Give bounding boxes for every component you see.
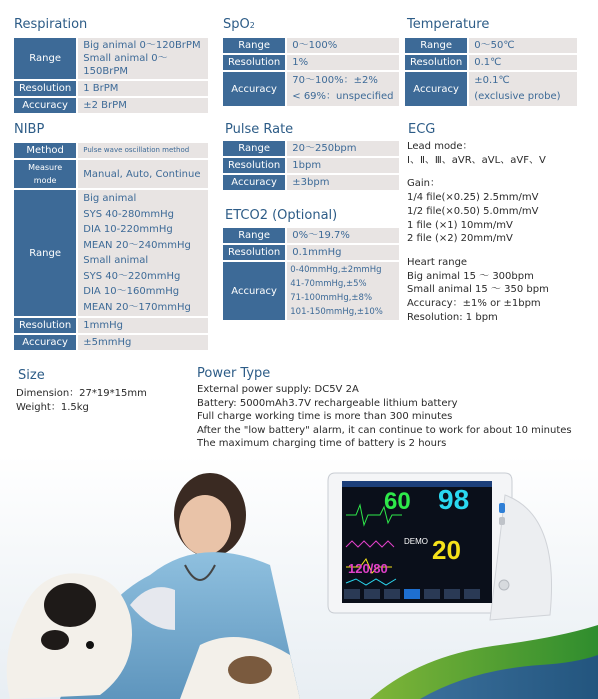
- temperature-resolution-value: 0.1℃: [469, 55, 577, 70]
- monitor-nibp-value: 120/80: [348, 561, 388, 576]
- ecg-line: 1/2 file(×0.50) 5.0mm/mV: [407, 205, 539, 217]
- power-line: Battery: 5000mAh3.7V rechargeable lithium battery: [197, 397, 458, 409]
- spo2-range-value: 0～100%: [287, 38, 399, 53]
- nibp-range-label: Range: [14, 190, 78, 316]
- ecg-line: Accuracy：±1% or ±1bpm: [407, 298, 541, 310]
- ecg-line: [407, 167, 549, 177]
- ecg-line: Big animal 15 ～ 300bpm: [407, 270, 534, 282]
- temperature-range-label: Range: [405, 38, 469, 53]
- temperature-table: [405, 36, 577, 108]
- monitor-demo-label: DEMO: [404, 537, 428, 546]
- power-line: Full charge working time is more than 300 minutes: [197, 411, 453, 422]
- temperature-accuracy-value: ±0.1℃ (exclusive probe): [469, 72, 577, 106]
- spo2-accuracy-value: 70～100%：±2% < 69%：unspecified: [287, 72, 399, 106]
- nibp-range-value: Big animal SYS 40-280mmHg DIA 10-220mmHg MEAN 20～240mmHg Small animal SYS 40～220mmHg DIA 10～160mmHg MEAN 20～170mmHg: [78, 190, 208, 316]
- spo2-resolution-label: Resolution: [223, 55, 287, 70]
- ecg-line: 1/4 file(×0.25) 2.5mm/mV: [407, 192, 539, 204]
- ecg-line: 2 file (×2) 20mm/mV: [407, 233, 513, 245]
- power-line: External power supply: DC5V 2A: [197, 384, 359, 395]
- monitor-resp-value: 20: [432, 535, 461, 565]
- temperature-accuracy-label: Accuracy: [405, 72, 469, 106]
- respiration-range-label: Range: [14, 38, 78, 79]
- pulse-rate-resolution-value: 1bpm: [287, 158, 399, 173]
- ecg-line: [407, 246, 549, 256]
- spo2-table: [223, 36, 399, 108]
- ecg-line: 1 file (×1) 10mm/mV: [407, 219, 513, 231]
- respiration-range-value: Big animal 0～120BrPM Small animal 0～150BrPM: [78, 38, 208, 79]
- respiration-accuracy-label: Accuracy: [14, 98, 78, 113]
- size-title: Size: [18, 368, 45, 383]
- respiration-resolution-value: 1 BrPM: [78, 81, 208, 96]
- power-line: After the "low battery" alarm, it can continue to work for about 10 minutes: [197, 424, 572, 436]
- monitor-hr-value: 60: [384, 488, 411, 515]
- pulse-rate-range-label: Range: [223, 141, 287, 156]
- nibp-resolution-value: 1mmHg: [78, 318, 208, 333]
- etco2-resolution-label: Resolution: [223, 245, 287, 260]
- nibp-table: [14, 141, 208, 352]
- etco2-range-label: Range: [223, 228, 287, 243]
- ecg-line: Ⅰ、Ⅱ、Ⅲ、aVR、aVL、aVF、V: [407, 154, 546, 166]
- etco2-range-value: 0%～19.7%: [287, 228, 399, 243]
- respiration-resolution-label: Resolution: [14, 81, 78, 96]
- nibp-accuracy-label: Accuracy: [14, 335, 78, 350]
- ecg-line: Small animal 15 ～ 350 bpm: [407, 284, 549, 296]
- nibp-resolution-label: Resolution: [14, 318, 78, 333]
- ecg-title: ECG: [408, 122, 436, 137]
- spo2-resolution-value: 1%: [287, 55, 399, 70]
- pulse-rate-accuracy-label: Accuracy: [223, 175, 287, 190]
- spo2-title: SpO2: [223, 17, 255, 32]
- spo2-accuracy-label: Accuracy: [223, 72, 287, 106]
- ecg-line: Resolution: 1 bpm: [407, 311, 498, 323]
- nibp-method-label: Method: [14, 143, 78, 158]
- size-dimension: Dimension：27*19*15mm: [16, 388, 147, 399]
- respiration-accuracy-value: ±2 BrPM: [78, 98, 208, 113]
- nibp-mode-label: Measure mode: [14, 160, 78, 188]
- monitor-spo2-value: 98: [438, 484, 470, 515]
- spo2-range-label: Range: [223, 38, 287, 53]
- nibp-title: NIBP: [14, 122, 45, 137]
- temperature-resolution-label: Resolution: [405, 55, 469, 70]
- ecg-line: Lead mode：: [407, 141, 473, 152]
- pulse-rate-accuracy-value: ±3bpm: [287, 175, 399, 190]
- temperature-range-value: 0～50℃: [469, 38, 577, 53]
- ecg-line: Heart range: [407, 256, 468, 268]
- nibp-method-value: Pulse wave oscillation method: [78, 143, 208, 158]
- respiration-table: [14, 36, 208, 115]
- nibp-mode-value: Manual, Auto, Continue: [78, 160, 208, 188]
- etco2-accuracy-label: Accuracy: [223, 262, 287, 320]
- power-line: The maximum charging time of battery is 2 hours: [197, 438, 447, 449]
- pulse-rate-table: [223, 139, 399, 192]
- nibp-accuracy-value: ±5mmHg: [78, 335, 208, 350]
- size-weight: Weight：1.5kg: [16, 402, 89, 413]
- pulse-rate-resolution-label: Resolution: [223, 158, 287, 173]
- ecg-line: Gain：: [407, 178, 440, 190]
- pulse-rate-range-value: 20～250bpm: [287, 141, 399, 156]
- etco2-title: ETCO2 (Optional): [225, 208, 338, 223]
- power-title: Power Type: [197, 366, 271, 381]
- etco2-accuracy-value: 0-40mmHg,±2mmHg 41-70mmHg,±5% 71-100mmHg,±8% 101-150mmHg,±10%: [287, 262, 399, 320]
- temperature-title: Temperature: [407, 17, 490, 32]
- etco2-resolution-value: 0.1mmHg: [287, 245, 399, 260]
- vet-and-monitor-illustration: [0, 455, 598, 699]
- respiration-title: Respiration: [14, 17, 88, 32]
- etco2-table: [223, 226, 399, 322]
- product-photo: [0, 455, 598, 699]
- size-specs: [16, 387, 147, 415]
- pulse-rate-title: Pulse Rate: [225, 122, 294, 137]
- ecg-specs: [407, 140, 549, 324]
- power-specs: [197, 383, 572, 451]
